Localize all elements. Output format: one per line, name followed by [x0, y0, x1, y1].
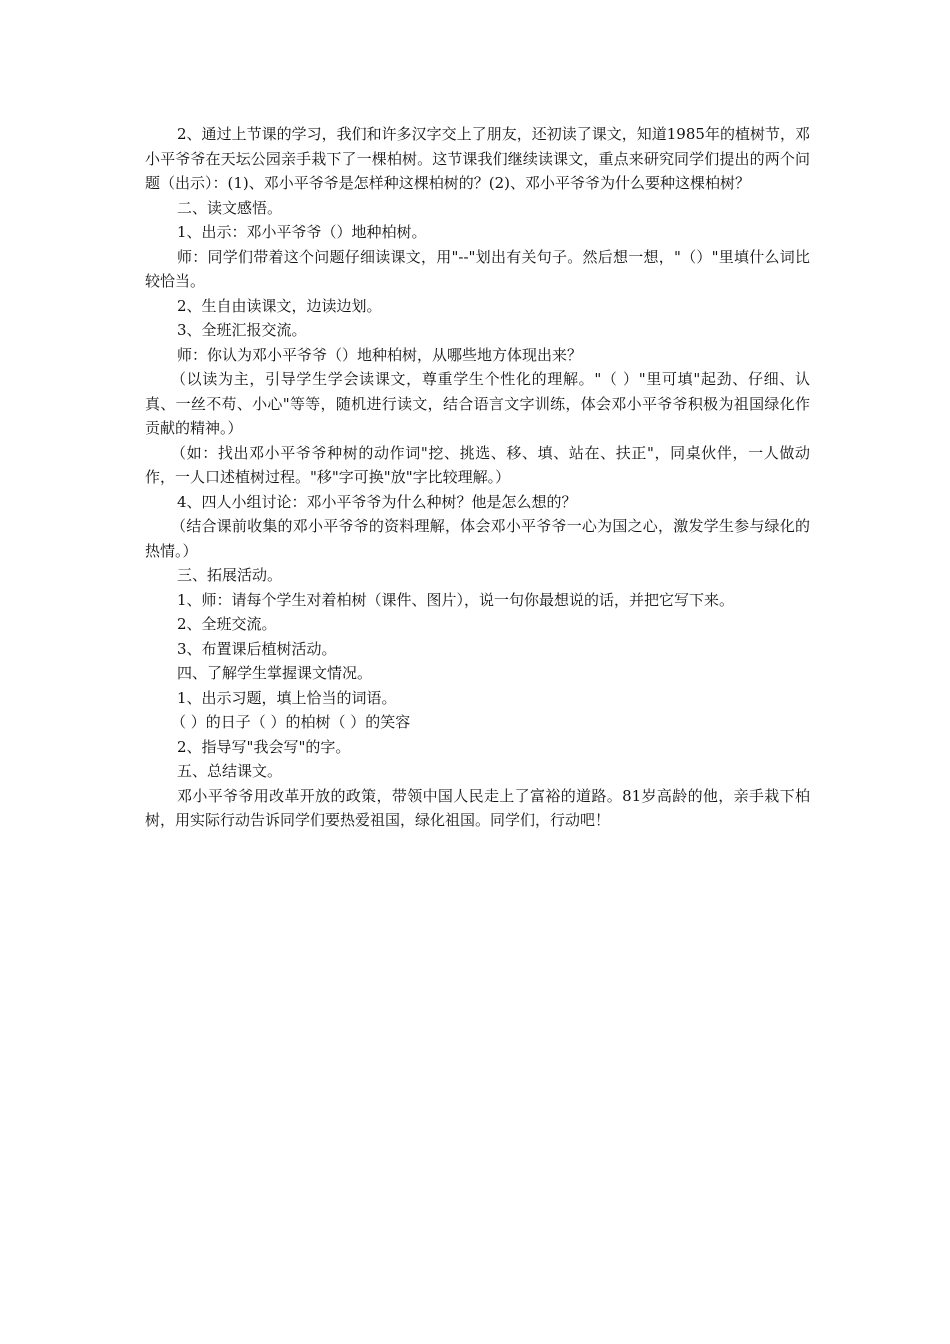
paragraph: 2、全班交流。: [177, 615, 277, 633]
paragraph: 3、布置课后植树活动。: [177, 639, 337, 658]
section-heading: 五、总结课文。: [177, 762, 283, 780]
paragraph: （结合课前收集的邓小平爷爷的资料理解，体会邓小平爷爷一心为国之心，激发学生参与绿化的热情。）: [145, 517, 810, 560]
paragraph: 邓小平爷爷用改革开放的政策，带领中国人民走上了富裕的道路。81岁高龄的他，亲手栽下柏树，用实际行动告诉同学们要热爱祖国，绿化祖国。同学们，行动吧！: [145, 786, 810, 829]
paragraph: 1、出示习题，填上恰当的词语。: [177, 688, 397, 707]
section-heading: 二、读文感悟。: [177, 198, 283, 217]
paragraph: 3、全班汇报交流。: [177, 321, 307, 339]
paragraph: 师：同学们带着这个问题仔细读课文，用"--"划出有关句子。然后想一想，"（）"里填什么词比较恰当。: [145, 247, 810, 290]
paragraph: 2、指导写"我会写"的字。: [177, 737, 351, 756]
paragraph: （如：找出邓小平爷爷种树的动作词"挖、挑选、移、填、站在、扶正"，同桌伙伴，一人做动作，一人口述植树过程。"移"字可换"放"字比较理解。）: [145, 443, 810, 486]
section-heading: 三、拓展活动。: [177, 566, 283, 584]
paragraph: 2、通过上节课的学习，我们和许多汉字交上了朋友，还初读了课文，知道1985年的植树节，邓小平爷爷在天坛公园亲手栽下了一棵柏树。这节课我们继续读课文，重点来研究同学们提出的两个问题（出示）：(1)、邓小平爷爷是怎样种这棵柏树的？(2)、邓小平爷爷为什么要种这棵柏树？: [145, 125, 810, 192]
paragraph: 4、四人小组讨论：邓小平爷爷为什么种树？他是怎么想的？: [177, 492, 577, 511]
exercise-line: （ ）的日子（ ）的柏树（ ）的笑容: [171, 713, 411, 731]
section-heading: 四、了解学生掌握课文情况。: [177, 664, 373, 682]
paragraph: 1、师：请每个学生对着柏树（课件、图片），说一句你最想说的话，并把它写下来。: [177, 590, 735, 609]
paragraph: 师：你认为邓小平爷爷（）地种柏树，从哪些地方体现出来？: [177, 345, 583, 364]
paragraph: （以读为主，引导学生学会读课文，尊重学生个性化的理解。"（ ）"里可填"起劲、仔细、认真、一丝不苟、小心"等等，随机进行读文，结合语言文字训练，体会邓小平爷爷积极为祖国绿化作贡献的精神。）: [145, 370, 810, 437]
paragraph: 1、出示：邓小平爷爷（）地种柏树。: [177, 223, 427, 241]
document-page: [145, 122, 810, 833]
paragraph: 2、生自由读课文，边读边划。: [177, 296, 382, 315]
